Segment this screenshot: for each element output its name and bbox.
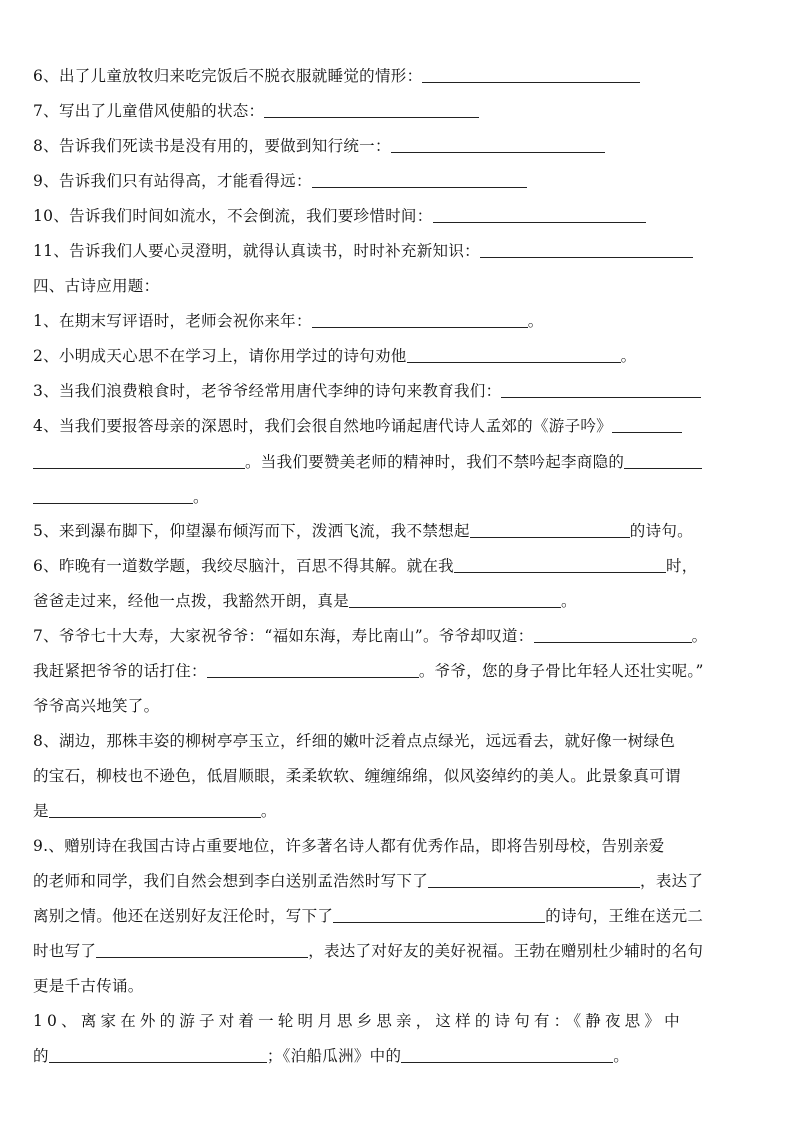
poem-question-9-end: 更是千古传诵。 bbox=[33, 977, 144, 995]
answer-blank[interactable] bbox=[422, 66, 640, 83]
question-text: 爸爸走过来，经他一点拨，我豁然开朗，真是 bbox=[33, 592, 350, 610]
question-text: 我赶紧把爷爷的话打住： bbox=[33, 662, 207, 680]
question-text: 10、告诉我们时间如流水，不会倒流，我们要珍惜时间： bbox=[33, 207, 433, 225]
answer-blank[interactable] bbox=[401, 1046, 613, 1063]
question-text: 。 bbox=[527, 312, 544, 330]
answer-blank[interactable] bbox=[264, 101, 479, 118]
question-text: 。 bbox=[613, 1047, 630, 1065]
question-6 bbox=[33, 66, 640, 86]
question-text: 9、告诉我们只有站得高，才能看得远： bbox=[33, 172, 312, 190]
answer-blank[interactable] bbox=[428, 871, 640, 888]
question-text: 离别之情。他还在送别好友汪伦时，写下了 bbox=[33, 907, 334, 925]
question-text: 6、出了儿童放牧归来吃完饭后不脱衣服就睡觉的情形： bbox=[33, 67, 423, 85]
question-9 bbox=[33, 171, 527, 191]
answer-blank[interactable] bbox=[480, 241, 693, 258]
answer-blank[interactable] bbox=[49, 801, 261, 818]
question-text: 11、告诉我们人要心灵澄明，就得认真读书，时时补充新知识： bbox=[33, 242, 480, 260]
answer-blank[interactable] bbox=[207, 661, 419, 678]
poem-question-9-line3 bbox=[33, 906, 703, 926]
question-text: 。 bbox=[561, 592, 577, 610]
section-heading: 四、古诗应用题： bbox=[33, 277, 160, 295]
answer-blank[interactable] bbox=[349, 591, 561, 608]
poem-question-9-line4 bbox=[33, 941, 703, 961]
question-text: 。爷爷，您的身子骨比年轻人还壮实呢。” bbox=[418, 662, 704, 680]
answer-blank[interactable] bbox=[433, 206, 646, 223]
question-text: ，表达了 bbox=[640, 872, 704, 890]
poem-question-3 bbox=[33, 381, 701, 401]
answer-blank[interactable] bbox=[612, 416, 682, 433]
poem-question-8: 8、湖边，那株丰姿的柳树亭亭玉立，纤细的嫩叶泛着点点绿光，远远看去，就好像一树绿色 bbox=[33, 732, 676, 750]
poem-question-4 bbox=[33, 416, 682, 436]
question-text: 。当我们要赞美老师的精神时，我们不禁吟起李商隐的 bbox=[245, 453, 625, 471]
question-text: 7、写出了儿童借风使船的状态： bbox=[33, 102, 265, 120]
answer-blank[interactable] bbox=[454, 556, 666, 573]
question-text: 的老师和同学，我们自然会想到李白送别孟浩然时写下了 bbox=[33, 872, 429, 890]
poem-question-4-end bbox=[33, 487, 209, 507]
answer-blank[interactable] bbox=[534, 626, 692, 643]
question-text: 的诗句，王维在送元二 bbox=[545, 907, 704, 925]
answer-blank[interactable] bbox=[624, 452, 702, 469]
answer-blank[interactable] bbox=[33, 452, 245, 469]
answer-blank[interactable] bbox=[312, 311, 528, 328]
question-8 bbox=[33, 136, 605, 156]
answer-blank[interactable] bbox=[33, 487, 193, 504]
poem-question-9: 9.、赠别诗在我国古诗占重要地位，许多著名诗人都有优秀作品，即将告别母校，告别亲爱 bbox=[33, 837, 665, 855]
answer-blank[interactable] bbox=[312, 171, 527, 188]
poem-question-8-end bbox=[33, 801, 277, 821]
question-text: 5、来到瀑布脚下，仰望瀑布倾泻而下，泼洒飞流，我不禁想起 bbox=[33, 522, 470, 540]
question-text: 7、爷爷七十大寿，大家祝爷爷：“福如东海，寿比南山”。爷爷却叹道： bbox=[33, 627, 534, 645]
answer-blank[interactable] bbox=[333, 906, 545, 923]
answer-blank[interactable] bbox=[470, 521, 630, 538]
answer-blank[interactable] bbox=[49, 1046, 267, 1063]
poem-question-1 bbox=[33, 311, 544, 331]
poem-question-9-cont bbox=[33, 871, 703, 891]
poem-question-7 bbox=[33, 626, 707, 646]
poem-question-7-cont bbox=[33, 661, 704, 681]
question-10 bbox=[33, 206, 646, 226]
question-text: 的诗句。 bbox=[629, 522, 693, 540]
question-text: 的 bbox=[33, 1047, 49, 1065]
answer-blank[interactable] bbox=[407, 346, 621, 363]
poem-question-10-cont bbox=[33, 1046, 629, 1066]
answer-blank[interactable] bbox=[501, 381, 701, 398]
question-text: 4、当我们要报答母亲的深恩时，我们会很自然地吟诵起唐代诗人孟郊的《游子吟》 bbox=[33, 417, 612, 435]
poem-question-5 bbox=[33, 521, 693, 541]
question-11 bbox=[33, 241, 693, 261]
question-text: 。 bbox=[691, 627, 708, 645]
answer-blank[interactable] bbox=[391, 136, 605, 153]
question-text: 是 bbox=[33, 802, 49, 820]
question-text: 1、在期末写评语时，老师会祝你来年： bbox=[33, 312, 312, 330]
poem-question-8-cont: 的宝石，柳枝也不逊色，低眉顺眼，柔柔软软、缠缠绵绵，似风姿绰约的美人。此景象真可谓 bbox=[33, 767, 681, 785]
poem-question-10: 10、离家在外的游子对着一轮明月思乡思亲，这样的诗句有：《静夜思》中 bbox=[33, 1012, 684, 1030]
question-text: 时， bbox=[665, 557, 698, 575]
question-text: ，表达了对好友的美好祝福。王勃在赠别杜少辅时的名句 bbox=[308, 942, 704, 960]
question-text: 8、告诉我们死读书是没有用的，要做到知行统一： bbox=[33, 137, 391, 155]
question-text: 。 bbox=[193, 488, 209, 506]
question-7 bbox=[33, 101, 479, 121]
question-text: 3、当我们浪费粮食时，老爷爷经常用唐代李绅的诗句来教育我们： bbox=[33, 382, 502, 400]
question-text: 时也写了 bbox=[33, 942, 97, 960]
answer-blank[interactable] bbox=[96, 941, 308, 958]
poem-question-2 bbox=[33, 346, 636, 366]
question-text: 6、昨晚有一道数学题，我绞尽脑汁，百思不得其解。就在我 bbox=[33, 557, 454, 575]
question-text: 2、小明成天心思不在学习上，请你用学过的诗句劝他 bbox=[33, 347, 407, 365]
poem-question-7-end: 爷爷高兴地笑了。 bbox=[33, 697, 160, 715]
question-text: 。 bbox=[620, 347, 637, 365]
question-text: 。 bbox=[260, 802, 277, 820]
poem-question-4-cont bbox=[33, 452, 702, 472]
poem-question-6 bbox=[33, 556, 698, 576]
poem-question-6-cont bbox=[33, 591, 577, 611]
question-text: ；《泊船瓜洲》中的 bbox=[266, 1047, 402, 1065]
